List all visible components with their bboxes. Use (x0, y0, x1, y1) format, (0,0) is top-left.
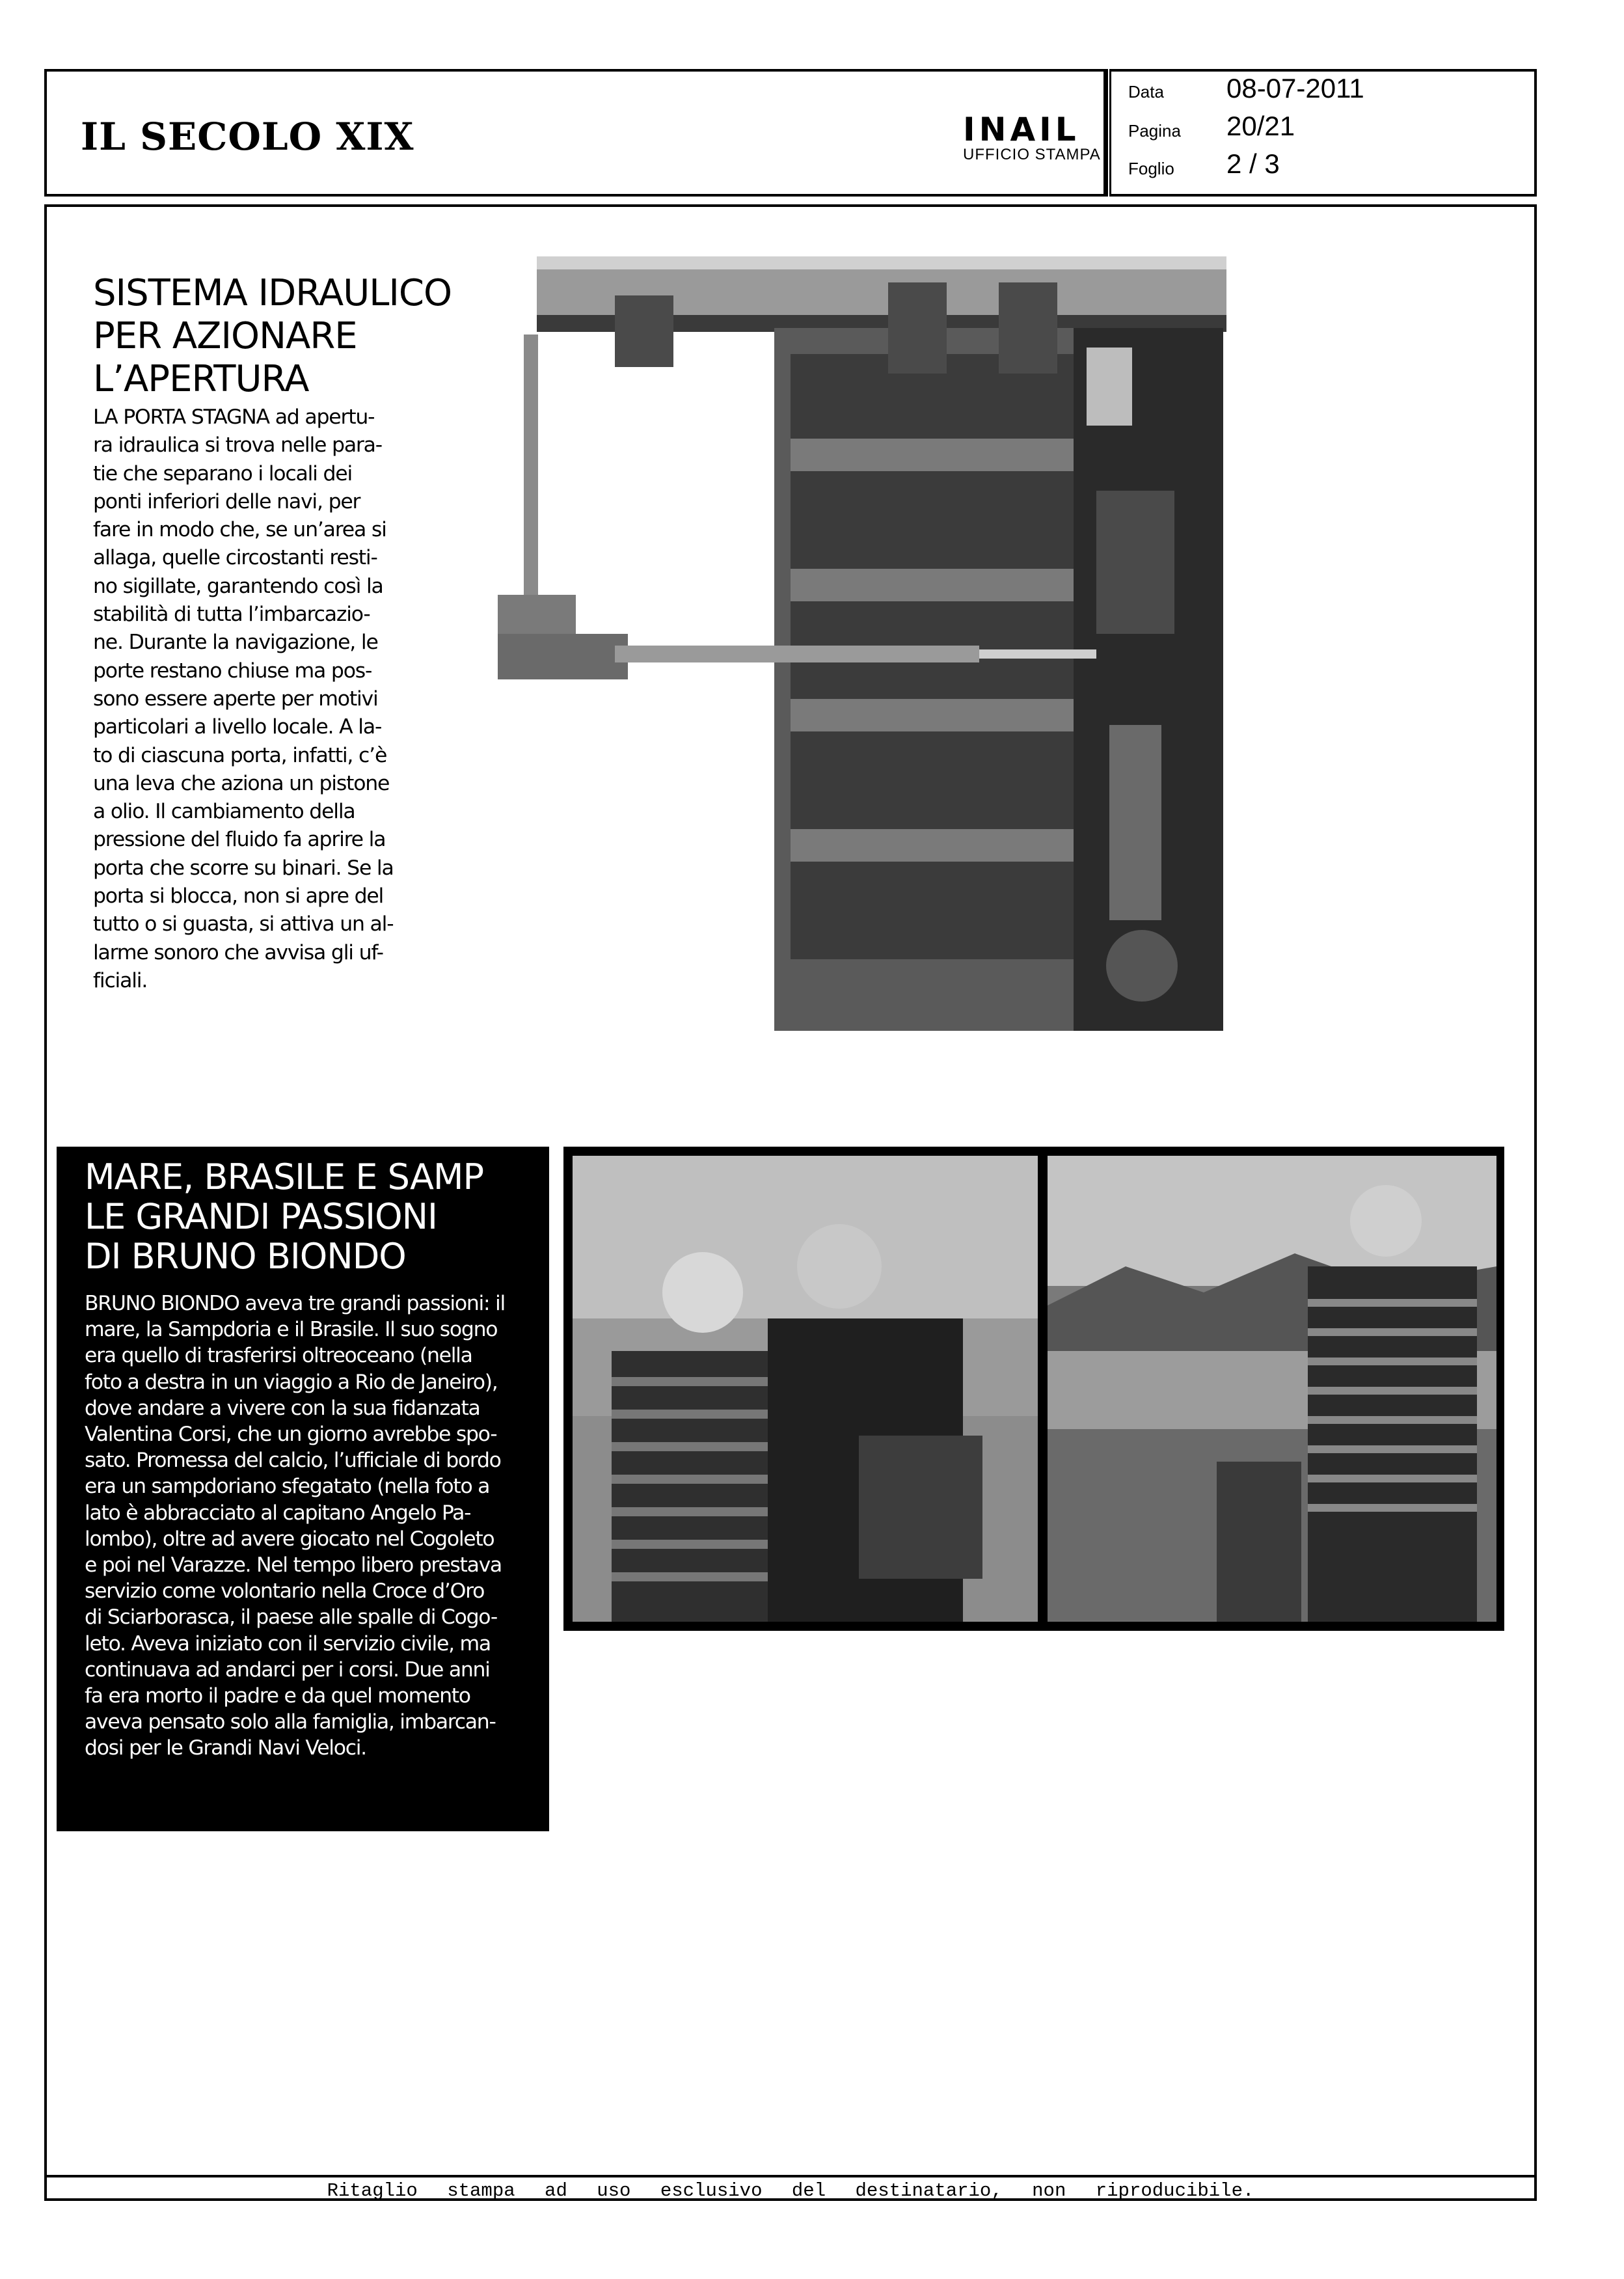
body-line: tie che separano i locali dei (93, 461, 353, 485)
body-line: lombo), oltre ad avere giocato nel Cogoleto (85, 1527, 494, 1551)
article1-headline (93, 272, 483, 401)
headline-line: LE GRANDI PASSIONI (85, 1196, 437, 1237)
headline-line: DI BRUNO BIONDO (85, 1236, 406, 1277)
meta-value-sheet: 2 / 3 (1226, 148, 1280, 179)
agency-subtitle: UFFICIO STAMPA (963, 146, 1101, 163)
meta-label-sheet: Foglio (1128, 159, 1174, 178)
body-line: LA PORTA STAGNA ad apertu- (93, 405, 375, 429)
agency-logo: INAIL (963, 111, 1080, 148)
body-line: tutto o si guasta, si attiva un al- (93, 912, 394, 936)
body-line: sono essere aperte per motivi (93, 687, 378, 711)
headline-line: L’APERTURA (93, 358, 309, 400)
body-line: lato è abbracciato al capitano Angelo Pa- (85, 1501, 471, 1525)
body-line: era un sampdoriano sfegatato (nella foto a (85, 1475, 490, 1499)
article2-body (85, 1290, 543, 1762)
body-line: fa era morto il padre e da quel momento (85, 1684, 470, 1708)
meta-value-date: 08-07-2011 (1226, 73, 1364, 103)
body-line: to di ciascuna porta, infatti, c’è (93, 743, 387, 767)
footer-divider (44, 2175, 1537, 2177)
body-line: BRUNO BIONDO aveva tre grandi passioni: il (85, 1292, 505, 1315)
meta-label-date: Data (1128, 82, 1164, 102)
body-line: servizio come volontario nella Croce d’Oro (85, 1579, 485, 1603)
header-divider (1106, 69, 1111, 197)
body-line: stabilità di tutta l’imbarcazio- (93, 603, 370, 627)
body-line: porta che scorre su binari. Se la (93, 856, 394, 880)
footer-disclaimer: Ritaglio stampa ad uso esclusivo del destinatario, non riproducibile. (327, 2180, 1254, 2202)
body-line: era quello di trasferirsi oltreoceano (nella (85, 1344, 472, 1368)
body-line: mare, la Sampdoria e il Brasile. Il suo sogno (85, 1318, 498, 1342)
body-line: ra idraulica si trova nelle para- (93, 433, 382, 457)
body-line: ne. Durante la navigazione, le (93, 631, 378, 655)
photo-rio-de-janeiro (1048, 1156, 1496, 1622)
body-line: leto. Aveva iniziato con il servizio civile, ma (85, 1631, 491, 1656)
meta-label-page: Pagina (1128, 121, 1181, 141)
article2-headline (85, 1157, 540, 1276)
body-line: dosi per le Grandi Navi Veloci. (85, 1736, 366, 1760)
body-line: no sigillate, garantendo così la (93, 574, 383, 598)
body-line: fare in modo che, se un’area si (93, 518, 386, 542)
body-line: dove andare a vivere con la sua fidanzata (85, 1396, 480, 1420)
photo-two-men (573, 1156, 1038, 1622)
meta-value-page: 20/21 (1226, 111, 1295, 141)
watertight-door-photo (485, 256, 1243, 1037)
body-line: Valentina Corsi, che un giorno avrebbe spo- (85, 1423, 497, 1447)
headline-line: MARE, BRASILE E SAMP (85, 1156, 484, 1197)
headline-line: PER AZIONARE (93, 315, 357, 357)
body-line: ficiali. (93, 968, 148, 992)
headline-line: SISTEMA IDRAULICO (93, 272, 452, 314)
body-line: di Sciarborasca, il paese alle spalle di Cogo- (85, 1605, 497, 1630)
body-line: pressione del fluido fa aprire la (93, 828, 386, 852)
body-line: e poi nel Varazze. Nel tempo libero prestava (85, 1553, 502, 1577)
body-line: ponti inferiori delle navi, per (93, 489, 360, 513)
article1-body (93, 403, 438, 995)
body-line: a olio. Il cambiamento della (93, 800, 355, 824)
body-line: allaga, quelle circostanti resti- (93, 546, 377, 570)
body-line: foto a destra in un viaggio a Rio de Janeiro), (85, 1370, 498, 1394)
body-line: porta si blocca, non si apre del (93, 884, 384, 908)
body-line: sato. Promessa del calcio, l’ufficiale di bordo (85, 1449, 501, 1473)
newspaper-name: IL SECOLO XIX (81, 115, 414, 159)
body-line: particolari a livello locale. A la- (93, 715, 382, 739)
body-line: una leva che aziona un pistone (93, 771, 390, 795)
body-line: larme sonoro che avvisa gli uf- (93, 940, 383, 964)
body-line: continuava ad andarci per i corsi. Due anni (85, 1658, 490, 1682)
body-line: porte restano chiuse ma pos- (93, 659, 372, 683)
body-line: aveva pensato solo alla famiglia, imbarcan- (85, 1710, 496, 1734)
